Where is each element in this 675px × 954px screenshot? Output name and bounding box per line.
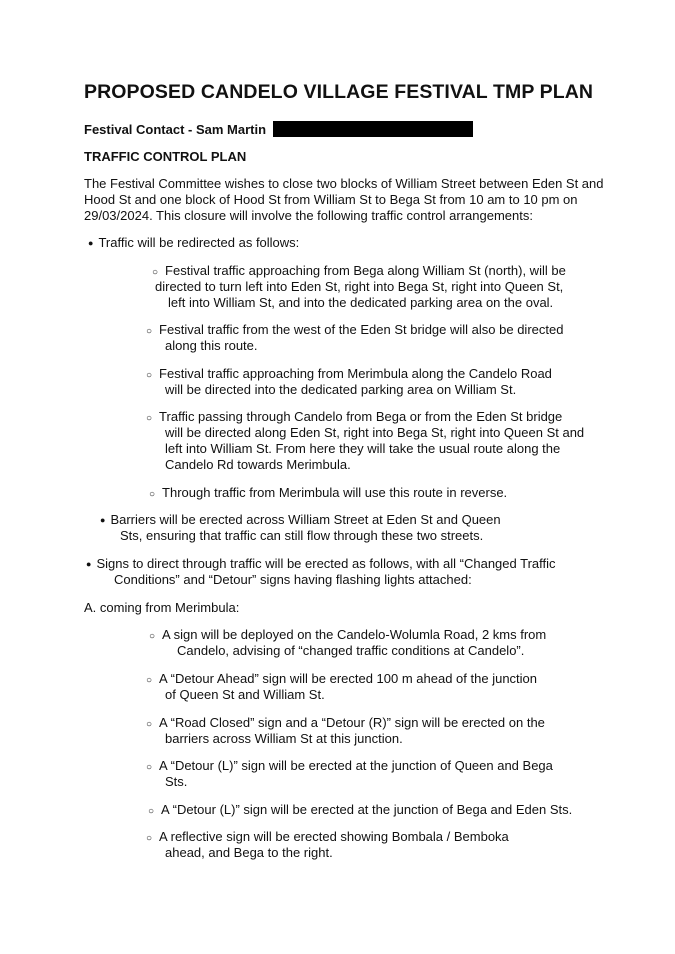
redirect-item-line: will be directed into the dedicated parking area on William St. [165,382,517,397]
bullet-signs: ● Signs to direct through traffic will be erected as follows, with all “Changed Traffic [86,556,556,574]
festival-contact: Festival Contact - Sam Martin [84,122,267,137]
redaction-bar [273,121,473,137]
section-a-heading: A. coming from Merimbula: [84,600,240,615]
sign-item-line: of Queen St and William St. [165,687,325,702]
sign-item-line: ahead, and Bega to the right. [165,845,333,860]
intro-line: 29/03/2024. This closure will involve the following traffic control arrangements: [84,208,533,223]
sign-item-line: Candelo, advising of “changed traffic conditions at Candelo”. [177,643,525,658]
sign-item-line: ○ A “Detour Ahead” sign will be erected 100 m ahead of the junction [146,671,537,690]
redirect-item-line: directed to turn left into Eden St, right into Bega St, right into Queen St, [155,279,564,294]
intro-line: Hood St and one block of Hood St from William St to Bega St from 10 am to 10 pm on [84,192,578,207]
redirect-item-line: ○ Festival traffic approaching from Merimbula along the Candelo Road [146,366,552,385]
sign-item-line: Sts. [165,774,188,789]
section-heading: TRAFFIC CONTROL PLAN [84,149,247,164]
sign-item-line: ○ A “Detour (L)” sign will be erected at the junction of Bega and Eden Sts. [148,802,572,821]
redirect-item-line: ○ Through traffic from Merimbula will use this route in reverse. [149,485,507,504]
bullet-redirect: ● Traffic will be redirected as follows: [88,235,299,253]
bullet-barriers: ● Barriers will be erected across William Street at Eden St and Queen [100,512,501,530]
sign-item-line: barriers across William St at this junction. [165,731,403,746]
page-title: PROPOSED CANDELO VILLAGE FESTIVAL TMP PLAN [84,81,594,103]
bullet-signs-line: Conditions” and “Detour” signs having flashing lights attached: [114,572,472,587]
redirect-item-line: ○ Festival traffic approaching from Bega along William St (north), will be [152,263,566,282]
bullet-barriers-line: Sts, ensuring that traffic can still flow through these two streets. [120,528,484,543]
redirect-item-line: Candelo Rd towards Merimbula. [165,457,351,472]
redirect-item-line: ○ Traffic passing through Candelo from Bega or from the Eden St bridge [146,409,562,428]
intro-line: The Festival Committee wishes to close two blocks of William Street between Eden St and [84,176,604,191]
sign-item-line: ○ A sign will be deployed on the Candelo-Wolumla Road, 2 kms from [149,627,546,646]
redirect-item-line: along this route. [165,338,258,353]
redirect-item-line: will be directed along Eden St, right into Bega St, right into Queen St and [165,425,585,440]
redirect-item-line: left into William St, and into the dedicated parking area on the oval. [168,295,554,310]
redirect-item-line: left into William St. From here they will take the usual route along the [165,441,561,456]
sign-item-line: ○ A reflective sign will be erected showing Bombala / Bemboka [146,829,509,848]
redirect-item-line: ○ Festival traffic from the west of the Eden St bridge will also be directed [146,322,563,341]
sign-item-line: ○ A “Detour (L)” sign will be erected at the junction of Queen and Bega [146,758,553,777]
sign-item-line: ○ A “Road Closed” sign and a “Detour (R)” sign will be erected on the [146,715,545,734]
